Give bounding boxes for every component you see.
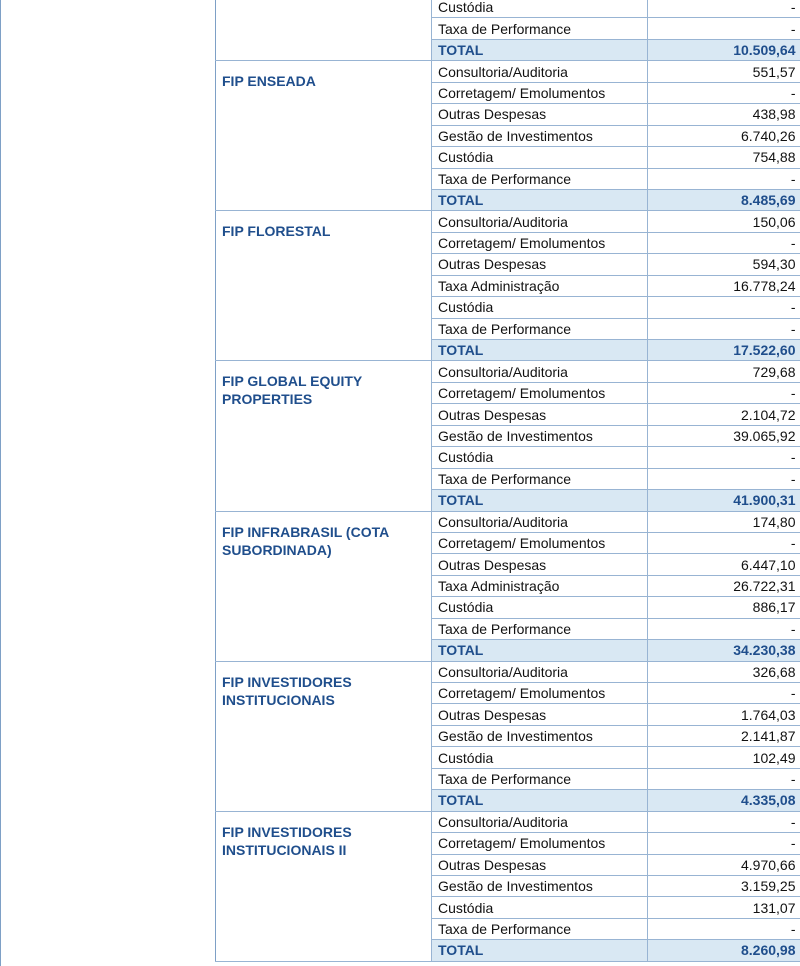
- expenses-table-body: [216, 0, 800, 961]
- expense-value: -: [648, 297, 800, 318]
- expense-value: 6.740,26: [648, 125, 800, 146]
- expense-label: Taxa de Performance: [432, 618, 648, 639]
- expense-label: Taxa Administração: [432, 575, 648, 596]
- expense-label: Custódia: [432, 297, 648, 318]
- total-value: 10.509,64: [648, 39, 800, 60]
- expense-value: 26.722,31: [648, 575, 800, 596]
- total-label: TOTAL: [432, 640, 648, 661]
- expense-label: Gestão de Investimentos: [432, 425, 648, 446]
- fund-expense-row: [216, 0, 800, 18]
- expense-value: 326,68: [648, 661, 800, 682]
- fund-expense-row: [216, 661, 800, 682]
- expense-value: 2.141,87: [648, 725, 800, 746]
- expense-label: Outras Despesas: [432, 254, 648, 275]
- expense-value: -: [648, 232, 800, 253]
- expense-value: -: [648, 468, 800, 489]
- expense-label: Taxa de Performance: [432, 168, 648, 189]
- expense-value: 438,98: [648, 104, 800, 125]
- expense-label: Corretagem/ Emolumentos: [432, 833, 648, 854]
- expense-label: Gestão de Investimentos: [432, 725, 648, 746]
- expense-value: 150,06: [648, 211, 800, 232]
- expense-value: -: [648, 168, 800, 189]
- total-label: TOTAL: [432, 340, 648, 361]
- expense-value: -: [648, 683, 800, 704]
- expenses-table: [215, 0, 800, 962]
- fund-expense-row: [216, 811, 800, 832]
- expense-label: Custódia: [432, 747, 648, 768]
- expense-label: Custódia: [432, 897, 648, 918]
- expense-label: Custódia: [432, 0, 648, 18]
- fund-name: FIP GLOBAL EQUITY PROPERTIES: [216, 361, 432, 511]
- fund-expense-row: [216, 511, 800, 532]
- expense-value: 102,49: [648, 747, 800, 768]
- expense-label: Consultoria/Auditoria: [432, 661, 648, 682]
- expense-value: -: [648, 318, 800, 339]
- expense-label: Gestão de Investimentos: [432, 875, 648, 896]
- expense-label: Outras Despesas: [432, 554, 648, 575]
- expense-value: 16.778,24: [648, 275, 800, 296]
- expense-label: Consultoria/Auditoria: [432, 361, 648, 382]
- expense-label: Consultoria/Auditoria: [432, 811, 648, 832]
- fund-name: FIP FLORESTAL: [216, 211, 432, 361]
- expense-label: Taxa de Performance: [432, 318, 648, 339]
- expense-label: Outras Despesas: [432, 704, 648, 725]
- fund-name: FIP ENSEADA: [216, 61, 432, 211]
- total-label: TOTAL: [432, 940, 648, 961]
- fund-name: FIP INVESTIDORES INSTITUCIONAIS II: [216, 811, 432, 961]
- expense-label: Taxa de Performance: [432, 918, 648, 939]
- page-left-border: [0, 0, 1, 966]
- expense-label: Custódia: [432, 597, 648, 618]
- total-value: 4.335,08: [648, 790, 800, 811]
- expense-value: 131,07: [648, 897, 800, 918]
- expense-label: Outras Despesas: [432, 404, 648, 425]
- expense-label: Consultoria/Auditoria: [432, 211, 648, 232]
- fund-expense-row: [216, 361, 800, 382]
- total-label: TOTAL: [432, 189, 648, 210]
- fund-expense-row: [216, 211, 800, 232]
- expense-value: 594,30: [648, 254, 800, 275]
- expense-label: Taxa de Performance: [432, 768, 648, 789]
- expense-label: Corretagem/ Emolumentos: [432, 232, 648, 253]
- expense-value: 754,88: [648, 147, 800, 168]
- expense-value: 886,17: [648, 597, 800, 618]
- expense-label: Corretagem/ Emolumentos: [432, 382, 648, 403]
- expense-value: 39.065,92: [648, 425, 800, 446]
- expense-label: Taxa de Performance: [432, 18, 648, 39]
- fund-name: FIP INFRABRASIL (COTA SUBORDINADA): [216, 511, 432, 661]
- expense-value: -: [648, 918, 800, 939]
- expense-value: 3.159,25: [648, 875, 800, 896]
- expense-label: Taxa Administração: [432, 275, 648, 296]
- expense-label: Custódia: [432, 447, 648, 468]
- fund-name: [216, 0, 432, 61]
- expense-value: -: [648, 532, 800, 553]
- expense-value: 551,57: [648, 61, 800, 82]
- total-value: 34.230,38: [648, 640, 800, 661]
- expense-label: Taxa de Performance: [432, 468, 648, 489]
- expense-value: 6.447,10: [648, 554, 800, 575]
- total-value: 41.900,31: [648, 490, 800, 511]
- expense-value: -: [648, 0, 800, 18]
- expense-value: -: [648, 82, 800, 103]
- expense-label: Consultoria/Auditoria: [432, 61, 648, 82]
- expense-label: Outras Despesas: [432, 854, 648, 875]
- total-label: TOTAL: [432, 490, 648, 511]
- total-value: 17.522,60: [648, 340, 800, 361]
- total-label: TOTAL: [432, 790, 648, 811]
- expense-value: -: [648, 811, 800, 832]
- total-label: TOTAL: [432, 39, 648, 60]
- expense-value: 1.764,03: [648, 704, 800, 725]
- expense-label: Corretagem/ Emolumentos: [432, 82, 648, 103]
- total-value: 8.485,69: [648, 189, 800, 210]
- expense-value: -: [648, 447, 800, 468]
- expense-label: Corretagem/ Emolumentos: [432, 683, 648, 704]
- expense-label: Gestão de Investimentos: [432, 125, 648, 146]
- total-value: 8.260,98: [648, 940, 800, 961]
- expense-label: Custódia: [432, 147, 648, 168]
- expense-value: -: [648, 618, 800, 639]
- expense-value: 4.970,66: [648, 854, 800, 875]
- expense-label: Corretagem/ Emolumentos: [432, 532, 648, 553]
- expense-label: Outras Despesas: [432, 104, 648, 125]
- expense-value: 174,80: [648, 511, 800, 532]
- expense-value: -: [648, 18, 800, 39]
- fund-expense-row: [216, 61, 800, 82]
- expense-value: 2.104,72: [648, 404, 800, 425]
- expense-value: -: [648, 833, 800, 854]
- expense-value: -: [648, 382, 800, 403]
- expense-value: 729,68: [648, 361, 800, 382]
- expense-value: -: [648, 768, 800, 789]
- fund-name: FIP INVESTIDORES INSTITUCIONAIS: [216, 661, 432, 811]
- expense-label: Consultoria/Auditoria: [432, 511, 648, 532]
